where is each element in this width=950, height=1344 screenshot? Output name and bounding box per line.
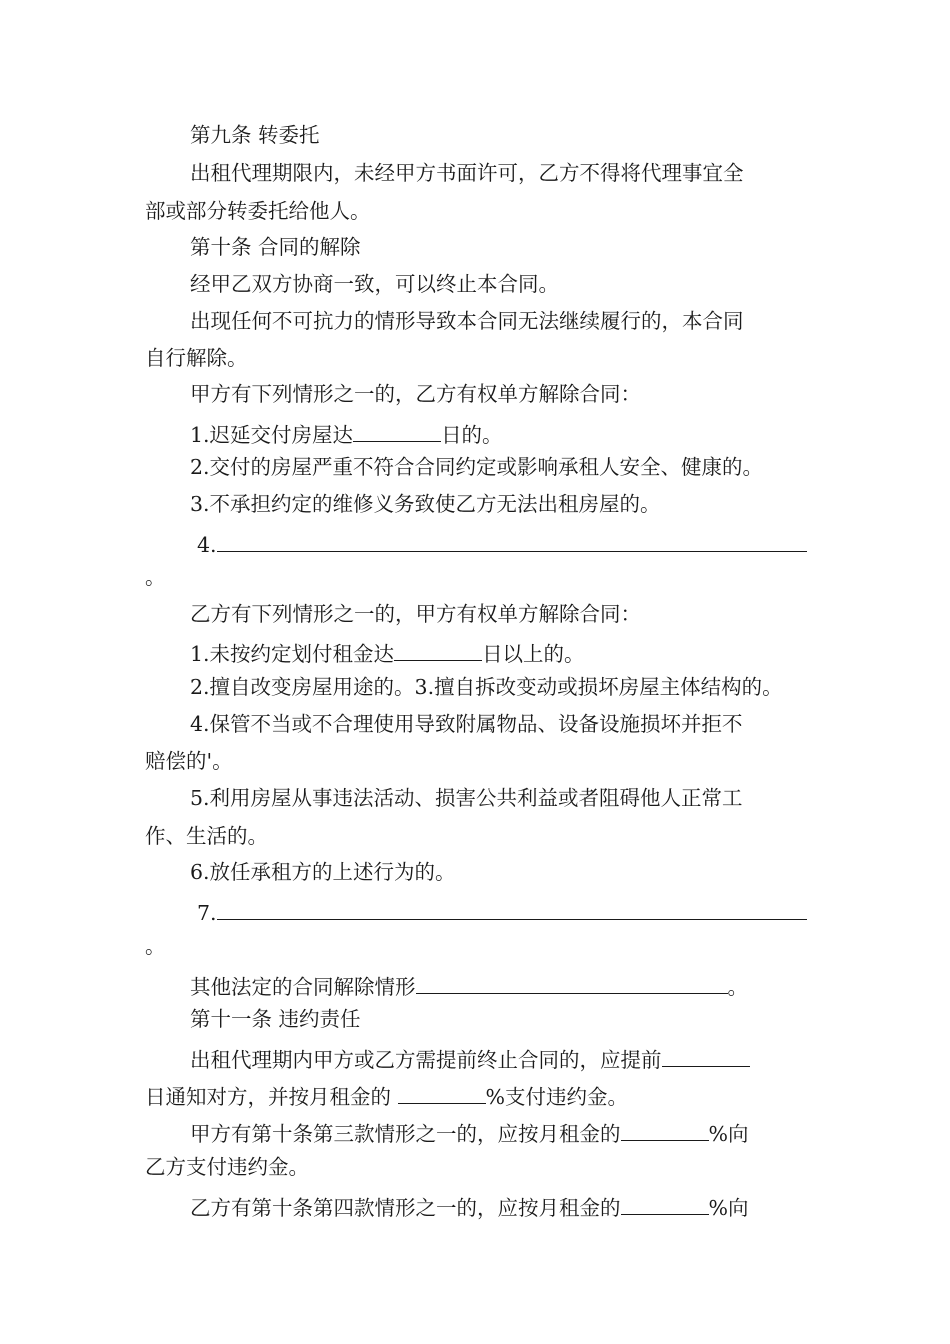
blank-line bbox=[416, 973, 728, 994]
paragraph: 出租代理期限内，未经甲方书面许可，乙方不得将代理事宜全 bbox=[190, 161, 744, 185]
list-item: 1.迟延交付房屋达 日的。 bbox=[190, 423, 503, 447]
list-item: 1.未按约定划付租金达 日以上的。 bbox=[190, 642, 585, 666]
paragraph: 。 bbox=[145, 565, 166, 589]
paragraph: 日通知对方，并按月租金的 %支付违约金。 bbox=[145, 1085, 628, 1109]
blank-line bbox=[621, 1120, 709, 1141]
clause-11-heading: 第十一条 违约责任 bbox=[190, 1007, 361, 1031]
paragraph: 乙方有下列情形之一的，甲方有权单方解除合同： bbox=[190, 602, 641, 626]
blank-line bbox=[394, 640, 482, 661]
blank-line bbox=[662, 1046, 750, 1067]
list-item: 6.放任承租方的上述行为的。 bbox=[190, 860, 456, 884]
paragraph: 甲方有下列情形之一的，乙方有权单方解除合同： bbox=[190, 382, 641, 406]
paragraph: 。 bbox=[145, 934, 166, 958]
paragraph: 乙方支付违约金。 bbox=[145, 1155, 309, 1179]
list-item: 4.保管不当或不合理使用导致附属物品、设备设施损坏并拒不 bbox=[190, 712, 743, 736]
list-item: 2.擅自改变房屋用途的。3.擅自拆改变动或损坏房屋主体结构的。 bbox=[190, 675, 783, 699]
list-item: 4. bbox=[197, 531, 867, 556]
clause-10-heading: 第十条 合同的解除 bbox=[190, 235, 361, 259]
list-item: 5.利用房屋从事违法活动、损害公共利益或者阻碍他人正常工 bbox=[190, 786, 743, 810]
blank-line bbox=[353, 421, 441, 442]
paragraph: 作、生活的。 bbox=[145, 824, 268, 848]
clause-9-heading: 第九条 转委托 bbox=[190, 123, 320, 147]
blank-line bbox=[621, 1194, 709, 1215]
paragraph: 其他法定的合同解除情形 。 bbox=[190, 975, 748, 999]
list-item: 2.交付的房屋严重不符合合同约定或影响承租人安全、健康的。 bbox=[190, 455, 764, 479]
paragraph: 乙方有第十条第四款情形之一的，应按月租金的 %向 bbox=[190, 1196, 749, 1220]
blank-line bbox=[217, 531, 807, 552]
blank-line bbox=[398, 1083, 486, 1104]
paragraph: 赔偿的'。 bbox=[145, 749, 233, 773]
paragraph: 出现任何不可抗力的情形导致本合同无法继续履行的，本合同 bbox=[190, 309, 744, 333]
list-item: 7. bbox=[197, 899, 867, 924]
paragraph: 甲方有第十条第三款情形之一的，应按月租金的 %向 bbox=[190, 1122, 749, 1146]
blank-line bbox=[217, 899, 807, 920]
paragraph: 出租代理期内甲方或乙方需提前终止合同的，应提前 bbox=[190, 1046, 860, 1071]
paragraph: 经甲乙双方协商一致，可以终止本合同。 bbox=[190, 272, 559, 296]
paragraph: 部或部分转委托给他人。 bbox=[145, 199, 371, 223]
list-item: 3.不承担约定的维修义务致使乙方无法出租房屋的。 bbox=[190, 492, 661, 516]
paragraph: 自行解除。 bbox=[145, 346, 248, 370]
